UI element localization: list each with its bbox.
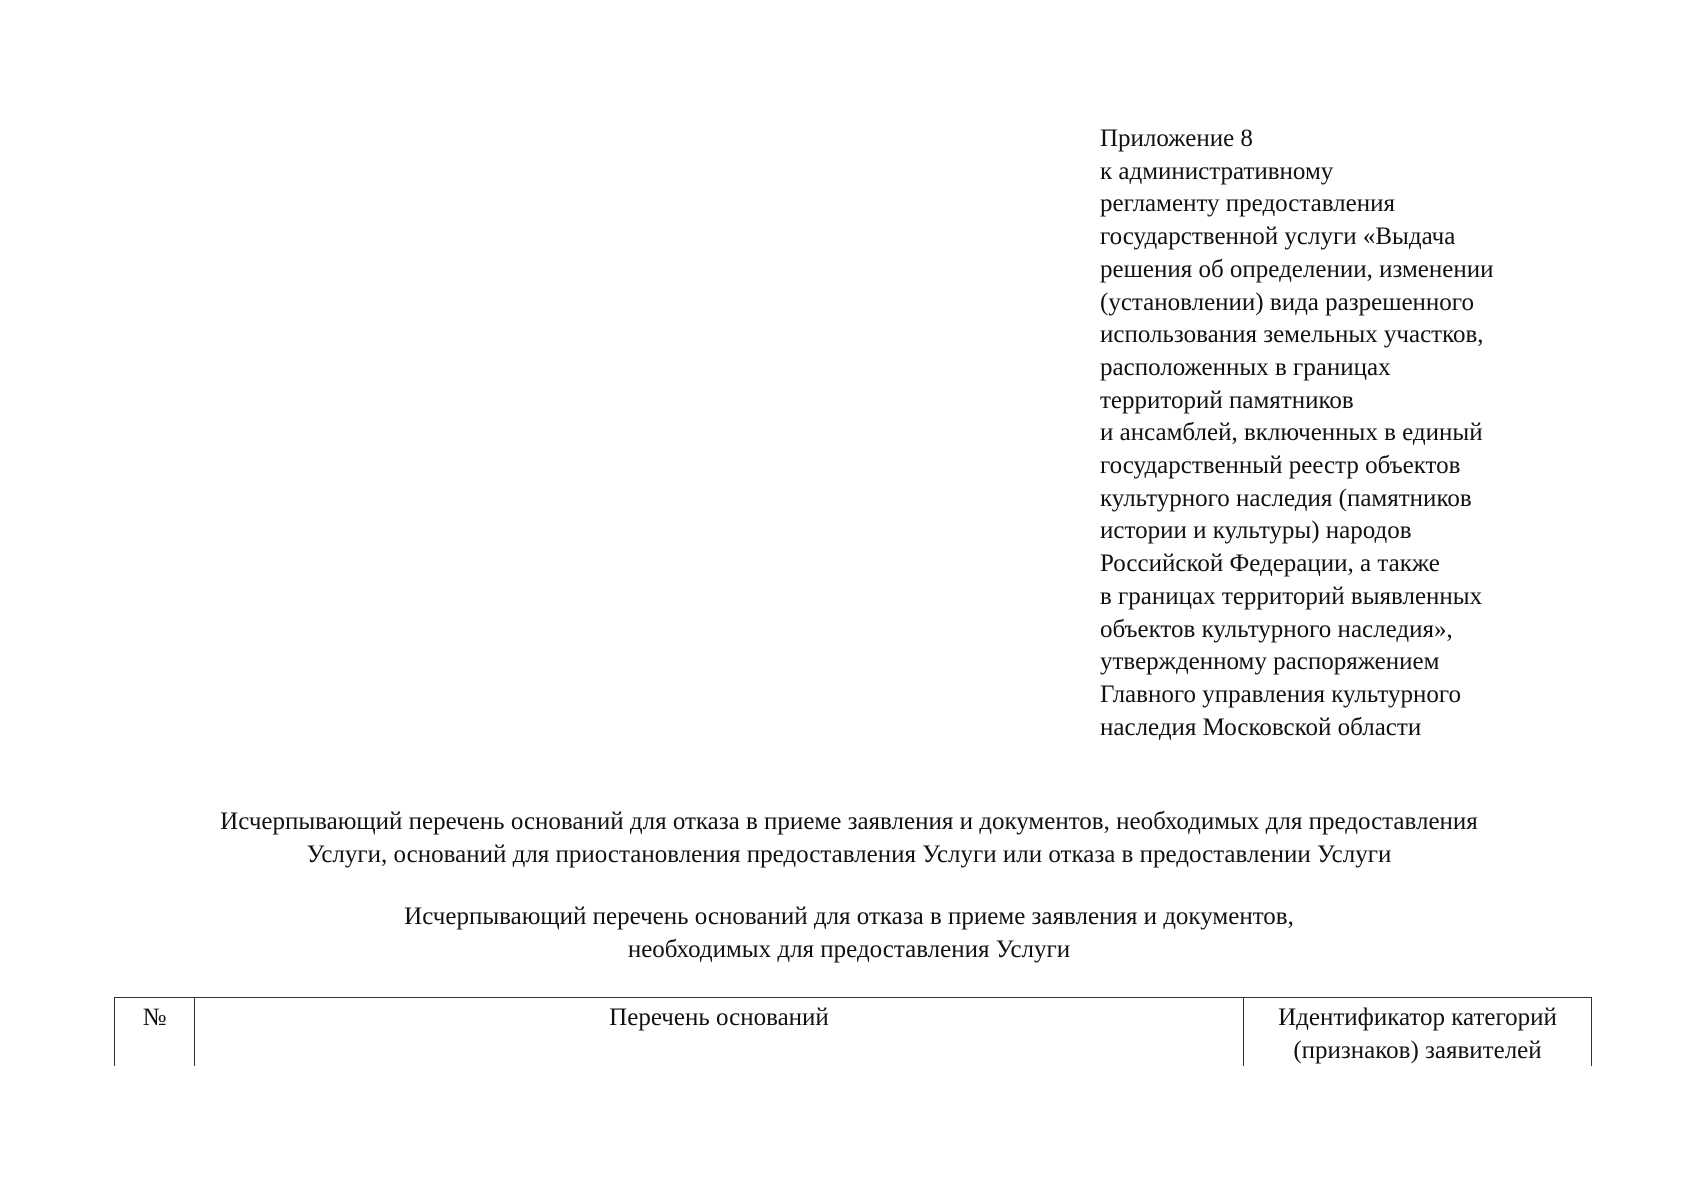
table-header-label: (признаков) заявителей bbox=[1293, 1036, 1542, 1064]
table-header-number bbox=[114, 998, 195, 1066]
annex-line: объектов культурного наследия», bbox=[1100, 615, 1453, 643]
table-header-reasons bbox=[195, 998, 1244, 1066]
sub-heading-line: Исчерпывающий перечень оснований для отказа в приеме заявления и документов, bbox=[404, 903, 1294, 930]
annex-line: утвержденному распоряжением bbox=[1100, 648, 1440, 676]
reasons-table bbox=[114, 997, 1592, 1066]
annex-line: и ансамблей, включенных в единый bbox=[1100, 419, 1483, 447]
main-heading bbox=[100, 806, 1598, 871]
annex-line: наследия Московской области bbox=[1100, 713, 1422, 741]
annex-line: государственной услуги «Выдача bbox=[1100, 223, 1456, 251]
annex-line: культурного наследия (памятников bbox=[1100, 484, 1472, 512]
sub-heading-line: необходимых для предоставления Услуги bbox=[627, 935, 1071, 963]
annex-line: решения об определении, изменении bbox=[1100, 255, 1494, 283]
annex-line: использования земельных участков, bbox=[1100, 321, 1484, 349]
main-heading-line: Услуги, оснований для приостановления предоставления Услуги или отказа в предоставлении Услуги bbox=[306, 840, 1392, 868]
annex-line: Российской Федерации, а также bbox=[1100, 550, 1440, 578]
annex-line: Главного управления культурного bbox=[1100, 680, 1461, 708]
main-heading-line: Исчерпывающий перечень оснований для отказа в приеме заявления и документов, необходимых для предоставления bbox=[220, 808, 1478, 835]
annex-line: регламенту предоставления bbox=[1100, 190, 1396, 218]
annex-line: расположенных в границах bbox=[1100, 353, 1391, 381]
annex-block bbox=[1100, 123, 1620, 744]
table-header-applicant-category bbox=[1244, 998, 1592, 1066]
annex-line: территорий памятников bbox=[1100, 386, 1354, 414]
table-header-label: Идентификатор категорий bbox=[1278, 1004, 1557, 1031]
table-header-label: Перечень оснований bbox=[609, 1004, 829, 1031]
annex-line: в границах территорий выявленных bbox=[1100, 582, 1483, 610]
annex-line: (установлении) вида разрешенного bbox=[1100, 288, 1474, 316]
sub-heading bbox=[100, 901, 1598, 966]
annex-line: Приложение 8 bbox=[1100, 125, 1253, 152]
annex-line: государственный реестр объектов bbox=[1100, 452, 1461, 480]
annex-line: к административному bbox=[1100, 157, 1334, 185]
table-header-label: № bbox=[142, 1004, 167, 1031]
annex-line: истории и культуры) народов bbox=[1100, 517, 1412, 545]
